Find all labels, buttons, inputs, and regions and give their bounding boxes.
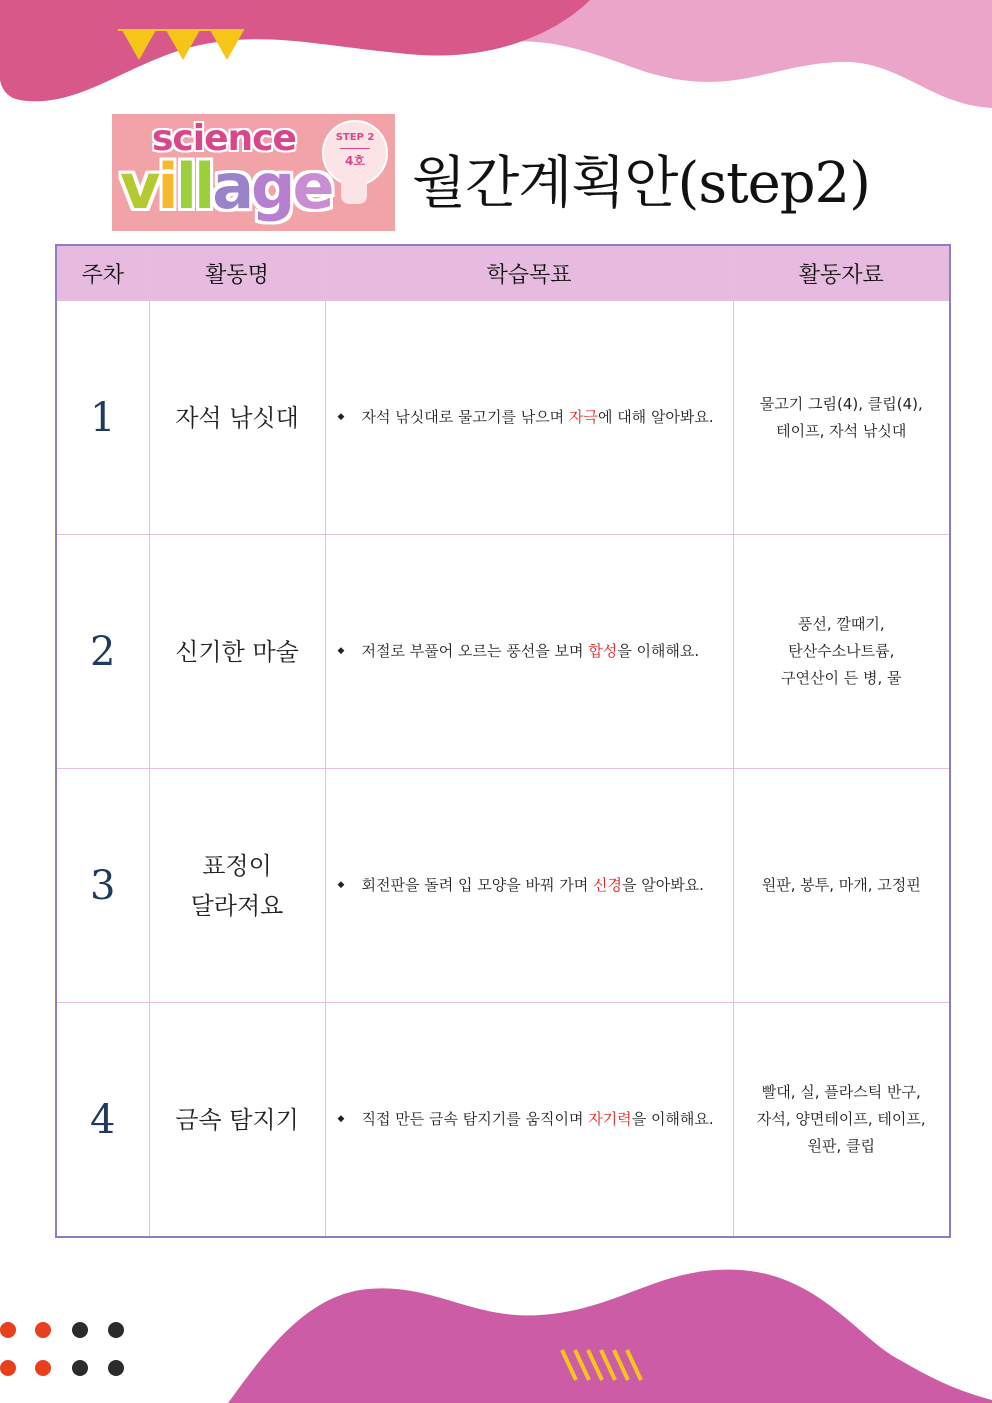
table-header-row <box>56 245 950 301</box>
column-header-goal: 학습목표 <box>325 245 733 301</box>
logo-issue-label: 4호 <box>345 154 365 168</box>
science-village-logo <box>112 114 395 231</box>
footer-wave <box>228 1270 992 1403</box>
table-row <box>56 769 950 1003</box>
logo-letter: e <box>292 150 332 223</box>
week-number: 4 <box>56 1003 149 1238</box>
goal-text: 저절로 부풀어 오르는 풍선을 보며 합성을 이해해요. <box>361 642 700 660</box>
logo-letter: i <box>157 150 176 223</box>
material-line: 테이프, 자석 낚싯대 <box>776 421 907 440</box>
logo-letter: ll <box>175 150 213 223</box>
learning-goal <box>325 769 733 1003</box>
goal-text: 직접 만든 금속 탐지기를 움직이며 자기력을 이해해요. <box>361 1110 714 1128</box>
pennant-flag <box>210 30 244 60</box>
logo-letter: a <box>212 150 252 223</box>
goal-text: 회전판을 돌려 입 모양을 바꿔 가며 신경을 알아봐요. <box>361 876 704 894</box>
material-line: 구연산이 든 병, 물 <box>780 669 902 687</box>
column-header-week: 주차 <box>56 245 149 301</box>
column-header-activity: 활동명 <box>149 245 325 301</box>
lightbulb-base <box>341 180 367 204</box>
activity-materials <box>733 1003 950 1238</box>
week-number: 3 <box>56 769 149 1003</box>
logo-letter: g <box>251 150 293 223</box>
logo-step-label: STEP 2 <box>335 132 375 143</box>
table-row <box>56 535 950 769</box>
activity-name: 자석 낚싯대 <box>149 301 325 535</box>
activity-name-line: 달라져요 <box>190 891 284 920</box>
material-line: 물고기 그림(4), 클립(4), <box>759 394 923 413</box>
learning-goal <box>325 301 733 535</box>
table-row <box>56 301 950 535</box>
logo-letter: v <box>120 150 158 223</box>
activity-name-line: 표정이 <box>202 851 272 880</box>
diamond-bullet-icon: ◆ <box>337 412 345 422</box>
material-line: 탄산수소나트륨, <box>788 642 895 660</box>
learning-goal <box>325 1003 733 1238</box>
material-line: 원판, 봉투, 마개, 고정핀 <box>761 876 921 894</box>
goal-keyword: 자기력 <box>588 1110 632 1128</box>
page-title: 월간계획안(step2) <box>412 151 871 216</box>
monthly-plan-table <box>55 244 951 1238</box>
activity-materials <box>733 301 950 535</box>
material-line: 풍선, 깔때기, <box>797 615 885 633</box>
material-line: 빨대, 실, 플라스틱 반구, <box>761 1083 921 1101</box>
activity-name: 신기한 마술 <box>149 535 325 769</box>
header-wave-dark <box>0 0 590 101</box>
column-header-materials: 활동자료 <box>733 245 950 301</box>
week-number: 1 <box>56 301 149 535</box>
logo-divider <box>340 148 370 149</box>
material-line: 원판, 클립 <box>807 1137 875 1155</box>
goal-keyword: 자극 <box>568 408 598 426</box>
activity-materials <box>733 769 950 1003</box>
logo-word-science: science <box>152 118 296 159</box>
table-row <box>56 1003 950 1238</box>
header-wave-decoration <box>0 0 992 110</box>
diamond-bullet-icon: ◆ <box>337 646 345 656</box>
footer-decoration <box>0 1260 992 1403</box>
activity-name: 금속 탐지기 <box>149 1003 325 1238</box>
diamond-bullet-icon: ◆ <box>337 880 345 890</box>
activity-materials <box>733 535 950 769</box>
goal-keyword: 신경 <box>592 876 622 894</box>
material-line: 자석, 양면테이프, 테이프, <box>756 1110 926 1128</box>
logo-word-village <box>120 150 332 223</box>
goal-text: 자석 낚싯대로 물고기를 낚으며 자극에 대해 알아봐요. <box>361 408 714 426</box>
goal-keyword: 합성 <box>588 642 618 660</box>
week-number: 2 <box>56 535 149 769</box>
activity-name <box>149 769 325 1003</box>
dot-grid-decoration <box>0 1322 124 1376</box>
learning-goal <box>325 535 733 769</box>
diamond-bullet-icon: ◆ <box>337 1114 345 1124</box>
